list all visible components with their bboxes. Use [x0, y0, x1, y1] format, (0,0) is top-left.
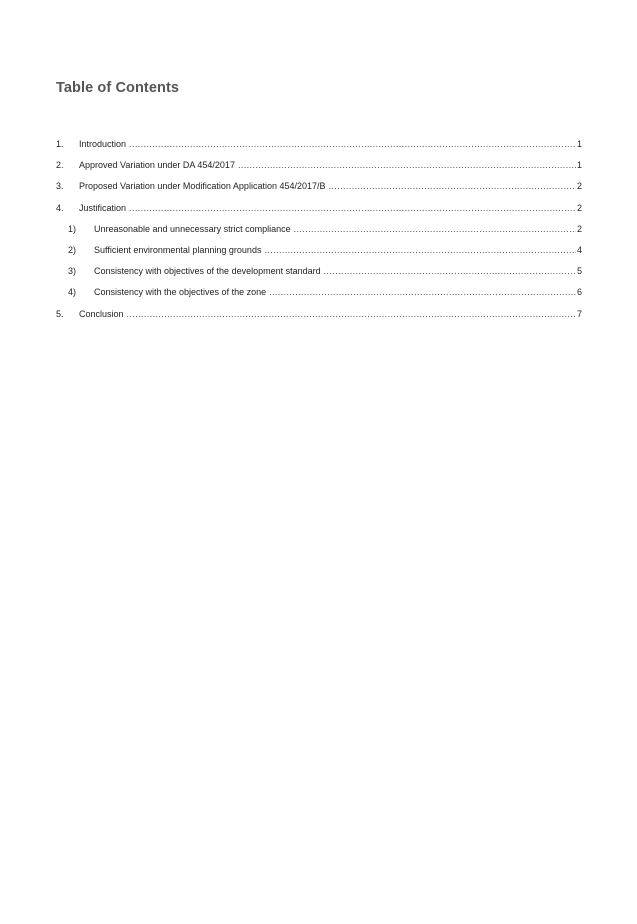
- toc-dot-leader: [129, 198, 576, 219]
- toc-entry-page: 1: [576, 139, 582, 149]
- toc-entry-label: Unreasonable and unnecessary strict compliance: [94, 223, 291, 234]
- toc-entry-page: 1: [576, 160, 582, 171]
- toc-dot-leader: [127, 304, 576, 325]
- toc-dot-leader: [129, 134, 576, 155]
- toc-entry-number: 4.: [56, 202, 64, 213]
- toc-entry-introduction[interactable]: [56, 134, 582, 155]
- toc-entry-number: 4): [68, 287, 77, 298]
- toc-title: Table of Contents: [56, 80, 180, 96]
- toc-entry-number: 1.: [56, 139, 64, 149]
- toc-entry-number: 5.: [56, 308, 64, 319]
- toc-entry-page: 5: [576, 266, 582, 277]
- toc-subentry-unreasonable-compliance[interactable]: [56, 219, 582, 240]
- toc-entry-number: 2): [68, 244, 77, 255]
- toc-entry-label: Justification: [79, 202, 127, 213]
- toc-entry-page: 7: [576, 308, 582, 319]
- toc-subentry-environmental-grounds[interactable]: [56, 240, 582, 261]
- toc-entry-approved-variation[interactable]: [56, 155, 582, 176]
- toc-entry-page: 2: [576, 181, 582, 192]
- toc-entry-label: Conclusion: [79, 308, 124, 319]
- toc-entry-justification[interactable]: [56, 198, 582, 219]
- toc-list: [56, 134, 582, 325]
- toc-dot-leader: [269, 282, 576, 303]
- toc-entry-page: 2: [576, 202, 582, 213]
- toc-entry-number: 3.: [56, 181, 64, 192]
- toc-entry-conclusion[interactable]: [56, 304, 582, 325]
- toc-dot-leader: [294, 219, 576, 240]
- toc-entry-label: Sufficient environmental planning grounds: [94, 244, 262, 255]
- toc-entry-label: Consistency with the objectives of the zone: [94, 287, 267, 298]
- toc-entry-label: Proposed Variation under Modification Application 454/2017/B: [79, 181, 326, 192]
- toc-dot-leader: [329, 176, 576, 197]
- toc-dot-leader: [324, 261, 576, 282]
- toc-entry-number: 2.: [56, 160, 64, 171]
- toc-entry-proposed-variation[interactable]: [56, 176, 582, 197]
- toc-entry-page: 2: [576, 223, 582, 234]
- toc-entry-page: 6: [576, 287, 582, 298]
- toc-entry-number: 1): [68, 223, 77, 234]
- toc-entry-label: Introduction: [79, 139, 127, 149]
- toc-entry-label: Consistency with objectives of the development standard: [94, 266, 321, 277]
- toc-dot-leader: [238, 155, 576, 176]
- toc-subentry-standard-objectives[interactable]: [56, 261, 582, 282]
- toc-subentry-zone-objectives[interactable]: [56, 282, 582, 303]
- toc-entry-number: 3): [68, 266, 77, 277]
- toc-entry-label: Approved Variation under DA 454/2017: [79, 160, 235, 171]
- toc-entry-page: 4: [576, 244, 582, 255]
- toc-dot-leader: [264, 240, 576, 261]
